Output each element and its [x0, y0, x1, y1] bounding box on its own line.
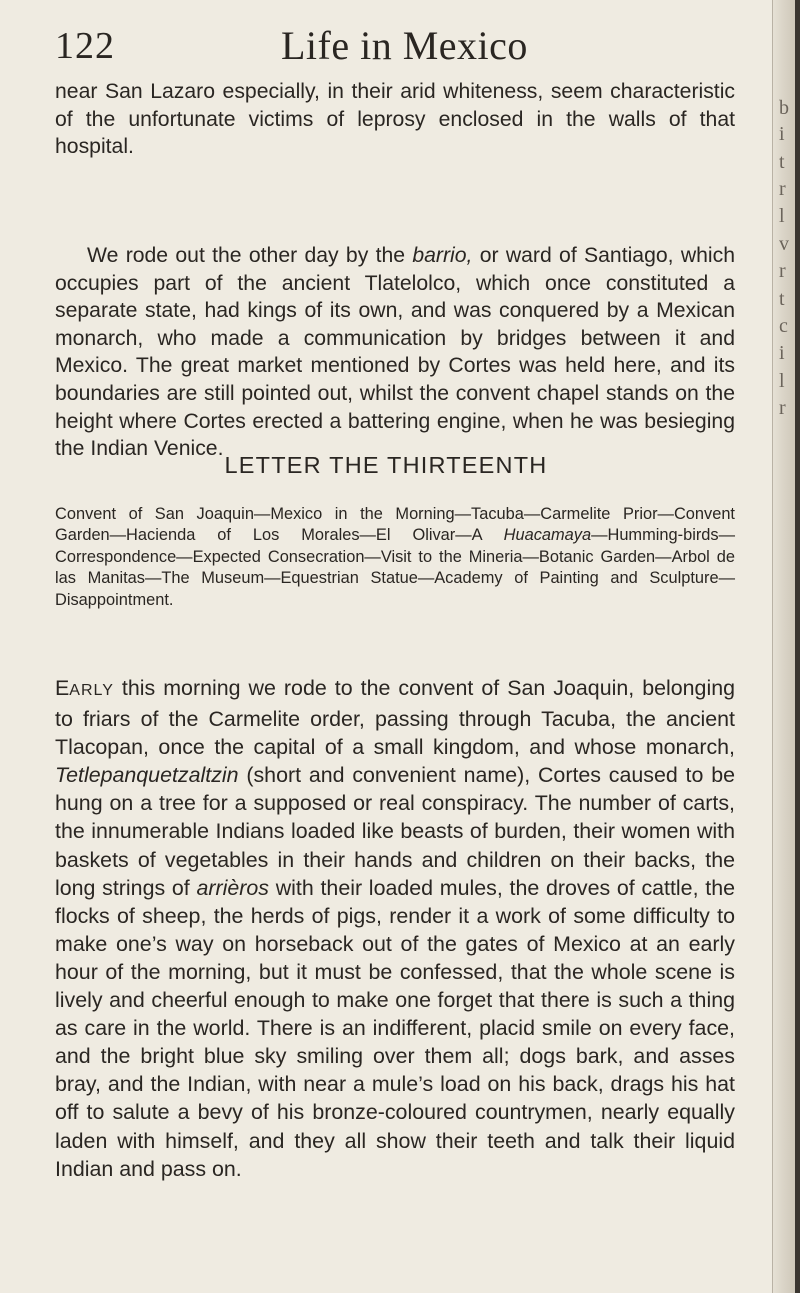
facing-page-glyph: c	[779, 315, 788, 337]
body-italic-arrieros: arrièros	[196, 875, 269, 900]
facing-page-glyph: b	[779, 97, 789, 119]
facing-page-glyph: i	[779, 123, 785, 145]
letter-heading: LETTER THE THIRTEENTH	[224, 452, 548, 478]
first-word-smallcaps: ARLY	[69, 682, 114, 699]
facing-page-glyph: t	[779, 288, 785, 310]
facing-page-glyph: l	[779, 370, 785, 392]
body-text-2: (short and convenient name), Cortes caused to be hung on a tree for a supposed or real conspiracy. The number of carts, the innumerable Indians loaded like beasts of burden, their women with baskets of vegetables in their hands and children on their backs, the long strings of	[55, 763, 735, 900]
facing-page-glyph: r	[779, 260, 786, 282]
letter-synopsis	[55, 504, 735, 611]
book-spine	[795, 0, 800, 1293]
body-paragraph	[55, 674, 735, 1183]
facing-page-glyph: l	[779, 205, 785, 227]
facing-page-edge	[772, 0, 800, 1293]
drop-initial: E	[55, 676, 70, 700]
opening-italic-barrio: barrio,	[412, 244, 473, 267]
running-head	[55, 22, 695, 72]
opening-paragraph	[55, 242, 735, 463]
opening-fragment: near San Lazaro especially, in their arid whiteness, seem characteristic of the unfortunate victims of leprosy enclosed in the walls of that hospital.	[55, 80, 735, 159]
opening-text-b: or ward of Santiago, which occupies part of the ancient Tlatelolco, which once constituted a separate state, had kings of its own, and was conquered by a Mexican monarch, who made a communication by bridges between it and Mexico. The great market mentioned by Cortes was held here, and its boundaries are still pointed out, whilst the convent chapel stands on the height where Cortes erected a battering engine, when he was besieging the Indian Venice.	[55, 244, 735, 461]
opening-text-a: We rode out the other day by the	[87, 244, 413, 267]
facing-page-glyph: r	[779, 178, 786, 200]
body-text-1: this morning we rode to the convent of San Joaquin, belonging to friars of the Carmelite order, passing through Tacuba, the ancient Tlacopan, once the capital of a small kingdom, and whose monarch,	[55, 676, 735, 760]
synopsis-italic-huacamaya: Huacamaya	[503, 526, 592, 545]
facing-page-glyph: i	[779, 342, 785, 364]
facing-page-glyph: r	[779, 397, 786, 419]
book-title: Life in Mexico	[281, 23, 528, 68]
page-number: 122	[55, 25, 115, 67]
body-italic-monarch: Tetlepanquetzaltzin	[55, 763, 239, 788]
synopsis-text-a: Convent of San Joaquin—Mexico in the Morning—Tacuba—Carmelite Prior—Convent Garden—Hacienda of Los Morales—El Olivar—A	[55, 505, 735, 545]
facing-page-glyph: t	[779, 151, 785, 173]
facing-page-glyph: v	[779, 233, 789, 255]
synopsis-text-b: —Humming-birds—Correspondence—Expected Consecration—Visit to the Mineria—Botanic Garden—Arbol de las Manitas—The Museum—Equestrian Statue—Academy of Painting and Sculpture—Disappointment.	[55, 526, 735, 609]
body-text-3: with their loaded mules, the droves of cattle, the flocks of sheep, the herds of pigs, render it a work of some difficulty to make one’s way on horseback out of the gates of Mexico at an early hour of the morning, but it must be confessed, that the whole scene is lively and cheerful enough to make one forget that there is such a thing as care in the world. There is an indifferent, placid smile on every face, and the bright blue sky smiling over them all; dogs bark, and asses bray, and the Indian, with near a mule’s load on his back, drags his hat off to salute a bevy of his bronze-coloured countrymen, nearly equally laden with himself, and they all show their teeth and talk their liquid Indian and pass on.	[55, 875, 735, 1181]
